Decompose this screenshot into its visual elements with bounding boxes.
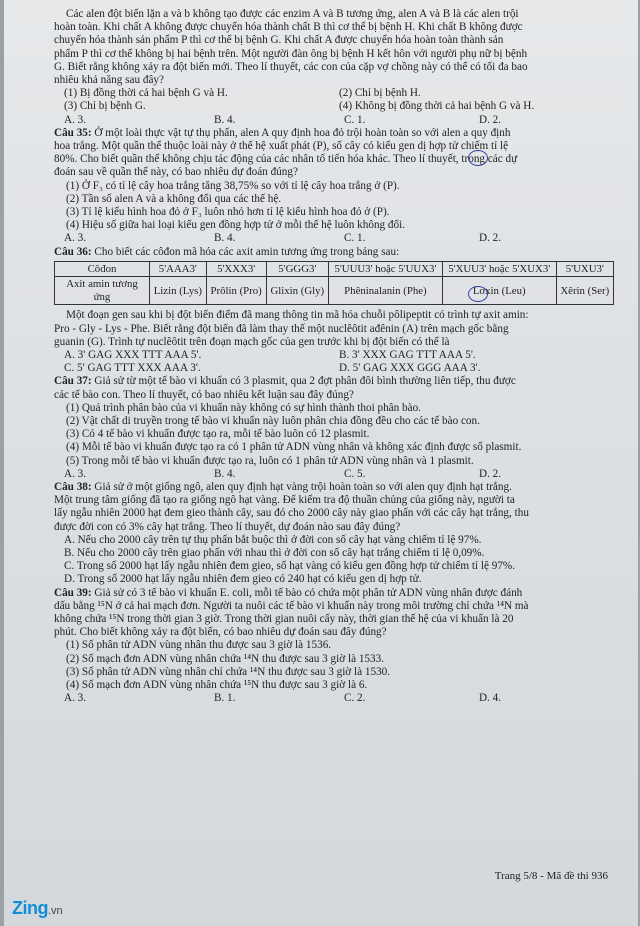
codon-header-cell: 5'XUU3' hoặc 5'XUX3' — [442, 261, 556, 277]
q37-statement: (3) Có 4 tế bào vi khuẩn được tạo ra, mỗi tế bào luôn có 12 plasmit. — [66, 428, 370, 441]
codon-header-cell: 5'XXX3' — [206, 261, 266, 277]
question-38 — [54, 481, 614, 587]
q39-line: dấu bằng ¹⁵N ở cả hai mạch đơn. Người ta nuôi các tế bào vi khuẩn này trong môi trường chỉ chứa ¹⁴N mà — [54, 599, 529, 612]
q34-line: Các alen đột biến lặn a và b không tạo được các enzim A và B tương ứng, alen A và B là các alen trội — [66, 8, 519, 20]
q37-statement: (2) Vật chất di truyền trong tế bào vi khuẩn này luôn phân chia đồng đều cho các tế bào con. — [66, 414, 480, 427]
codon-header-cell: 5'UUU3' hoặc 5'UUX3' — [329, 261, 443, 277]
q38-option-b: B. Nếu cho 2000 cây trên giao phấn với nhau thì ở đời con số cây hạt trắng chiếm tỉ lệ 0,09%. — [64, 547, 485, 560]
q39-option-c: C. 2. — [344, 692, 366, 705]
amino-acid-row-label: Axit amin tương ứng — [55, 277, 150, 305]
amino-acid-cell: Glixin (Gly) — [266, 277, 328, 305]
q39-statement: (3) Số phân tử ADN vùng nhân chỉ chứa ¹⁴N thu được sau 3 giờ là 1530. — [66, 665, 391, 678]
q34-statement-1: (1) Bị đồng thời cả hai bệnh G và H. — [64, 87, 228, 100]
q37-option-a: A. 3. — [64, 467, 87, 480]
q38-label: Câu 38: — [54, 481, 92, 493]
zing-logo: Zing.vn — [12, 898, 63, 918]
codon-header-cell: 5'AAA3' — [150, 261, 207, 277]
q35-line: 80%. Cho biết quần thể không chịu tác động của các nhân tố tiến hóa khác. Theo lí thuyết, trong các dự — [54, 153, 518, 166]
q39-label: Câu 39: — [54, 586, 92, 599]
q39-statement: (4) Số mạch đơn ADN vùng nhân chứa ¹⁵N thu được sau 3 giờ là 6. — [66, 679, 368, 692]
q39-option-a: A. 3. — [64, 692, 87, 705]
question-34 — [54, 8, 614, 127]
q36-option-b: B. 3' XXX GAG TTT AAA 5'. — [339, 348, 476, 361]
page-footer: Trang 5/8 - Mã đề thi 936 — [494, 870, 608, 882]
q35-line: Ở một loài thực vật tự thụ phấn, alen A quy định hoa đỏ trội hoàn toàn so với alen a quy định — [94, 126, 511, 139]
q37-option-b: B. 4. — [214, 467, 236, 480]
answer-circle-mark — [468, 150, 488, 166]
q35-option-d: D. 2. — [479, 232, 502, 245]
codon-header-cell: 5'GGG3' — [266, 261, 328, 277]
q34-line: nhiêu khả năng sau đây? — [54, 74, 164, 87]
q36-option-d: D. 5' GAG XXX GGG AAA 3'. — [339, 362, 481, 375]
q34-line: phẩm P thì cơ thể không bị hai bệnh trên. Một người đàn ông bị bệnh H kết hôn với người phụ nữ bị bệnh — [54, 47, 528, 60]
q39-statement: (2) Số mạch đơn ADN vùng nhân chứa ¹⁴N thu được sau 3 giờ là 1533. — [66, 652, 385, 665]
question-37 — [54, 375, 614, 481]
q39-statement: (1) Số phân tử ADN vùng nhân thu được sau 3 giờ là 1536. — [66, 639, 332, 652]
codon-table — [54, 261, 614, 306]
q37-option-c: C. 5. — [344, 467, 366, 480]
question-35 — [54, 127, 614, 246]
codon-header-cell: 5'UXU3' — [556, 261, 613, 277]
amino-acid-cell: Lizin (Lys) — [150, 277, 207, 305]
q35-line: hoa trắng. Một quần thể thuộc loài này ở thế hệ xuất phát (P), số cây có kiểu gen dị hợp tử chiếm tỉ lệ — [54, 140, 509, 153]
q36-line: guanin (G). Trình tự nuclêôtit trên đoạn mạch gốc của gen trước khi bị đột biến có thể là — [54, 335, 450, 348]
q37-line: các tế bào con. Theo lí thuyết, có bao nhiêu kết luận sau đây đúng? — [54, 388, 354, 401]
amino-acid-cell: Xêrin (Ser) — [556, 277, 613, 305]
amino-acid-cell: Prôlin (Pro) — [206, 277, 266, 305]
q37-option-d: D. 2. — [479, 467, 502, 480]
q39-line: Giả sử có 3 tế bào vi khuẩn E. coli, mỗi tế bào có chứa một phân tử ADN vùng nhân được đánh — [94, 586, 523, 599]
q35-statement: (4) Hiệu số giữa hai loại kiểu gen đồng hợp tử ở mỗi thế hệ luôn không đổi. — [66, 219, 406, 232]
codon-header-cell: Côđon — [55, 261, 150, 277]
q36-line: Một đoạn gen sau khi bị đột biến điểm đã mang thông tin mã hóa chuỗi pôlipeptit có trình tự axit amin: — [66, 309, 529, 322]
q38-option-c: C. Trong số 2000 hạt lấy ngẫu nhiên đem gieo, số hạt vàng có kiểu gen đồng hợp tử chiếm tỉ lệ 97%. — [64, 560, 516, 573]
q34-option-b: B. 4. — [214, 113, 236, 126]
q35-option-a: A. 3. — [64, 232, 87, 245]
q38-option-d: D. Trong số 2000 hạt lấy ngẫu nhiên đem gieo có 240 hạt có kiểu gen dị hợp tử. — [64, 573, 422, 586]
q38-line: Giả sử ở một giống ngô, alen quy định hạt vàng trội hoàn toàn so với alen quy định hạt trắng. — [94, 481, 512, 493]
q39-option-d: D. 4. — [479, 692, 502, 705]
q34-option-a: A. 3. — [64, 113, 87, 126]
q34-statement-3: (3) Chỉ bị bệnh G. — [64, 100, 146, 113]
q35-option-c: C. 1. — [344, 232, 366, 245]
q38-line: Một trung tâm giống đã tạo ra giống ngô hạt vàng. Để kiểm tra độ thuần chủng của giống này, người ta — [54, 494, 515, 507]
q37-statement: (1) Quá trình phân bào của vi khuẩn này không có sự hình thành thoi phân bào. — [66, 401, 421, 414]
exam-content — [54, 8, 614, 705]
q34-statement-2: (2) Chỉ bị bệnh H. — [339, 87, 421, 100]
q39-line: phút. Cho biết không xảy ra đột biến, có bao nhiêu dự đoán sau đây đúng? — [54, 626, 387, 639]
question-39 — [54, 587, 614, 706]
amino-acid-cell: Phêninalanin (Phe) — [329, 277, 443, 305]
q37-label: Câu 37: — [54, 375, 92, 388]
amino-acid-cell: Lơxin (Leu) — [442, 277, 556, 305]
q34-line: chuyển hóa thành sản phẩm P thì cơ thể bị bệnh G. Khi chất A được chuyển hóa hoàn toàn thành sản — [54, 34, 504, 47]
q34-line: hoàn toàn. Khi chất A không được chuyển hóa thành chất B thì cơ thể bị bệnh H. Khi chất B không được — [54, 21, 523, 34]
exam-page — [4, 0, 638, 926]
q39-option-b: B. 1. — [214, 692, 236, 705]
q34-statement-4: (4) Không bị đồng thời cả hai bệnh G và H. — [339, 100, 535, 113]
q36-option-a: A. 3' GAG XXX TTT AAA 5'. — [64, 348, 202, 361]
q34-line: G. Biết rằng không xảy ra đột biến mới. Theo lí thuyết, các con của cặp vợ chồng này có thể có tối đa bao — [54, 60, 528, 73]
q37-statement: (4) Mỗi tế bào vi khuẩn được tạo ra có 1 phân tử ADN vùng nhân và không xác định được số plasmit. — [66, 441, 522, 454]
q37-statement: (5) Trong mỗi tế bào vi khuẩn được tạo ra, luôn có 1 phân tử ADN vùng nhân và 1 plasmit. — [66, 454, 474, 467]
q36-intro: Cho biết các côđon mã hóa các axit amin tương ứng trong bảng sau: — [94, 245, 400, 258]
q35-label: Câu 35: — [54, 126, 92, 139]
q34-option-d: D. 2. — [479, 113, 502, 126]
q36-option-c: C. 5' GAG TTT XXX AAA 3'. — [64, 362, 201, 375]
question-36 — [54, 246, 614, 376]
q35-statement: (2) Tần số alen A và a không đổi qua các thế hệ. — [66, 192, 282, 205]
q37-line: Giả sử từ một tế bào vi khuẩn có 3 plasmit, qua 2 đợt phân đôi bình thường liên tiếp, thu được — [94, 375, 516, 388]
q36-label: Câu 36: — [54, 245, 92, 258]
q38-option-a: A. Nếu cho 2000 cây trên tự thụ phấn bắt buộc thì ở đời con số cây hạt vàng chiếm tỉ lệ 97%. — [64, 533, 482, 546]
q35-line: đoán sau về quần thể này, có bao nhiêu dự đoán đúng? — [54, 166, 298, 179]
q35-option-b: B. 4. — [214, 232, 236, 245]
q38-line: được đời con có 3% cây hạt trắng. Theo lí thuyết, dự đoán nào sau đây đúng? — [54, 520, 401, 533]
q35-statement: (3) Tỉ lệ kiểu hình hoa đỏ ở F₃ luôn nhỏ hơn tỉ lệ kiểu hình hoa đỏ ở (P). — [66, 206, 390, 219]
answer-circle-mark — [468, 286, 488, 302]
q34-option-c: C. 1. — [344, 113, 366, 126]
q38-line: lấy ngẫu nhiên 2000 hạt đem gieo thành cây, sau đó cho 2000 cây này giao phấn với các cây hạt trắng, thu — [54, 507, 529, 520]
q35-statement: (1) Ở F₃ có tỉ lệ cây hoa trắng tăng 38,75% so với tỉ lệ cây hoa trắng ở (P). — [66, 179, 400, 192]
q39-line: không chứa ¹⁵N trong thời gian 3 giờ. Trong thời gian nuôi cấy này, thời gian thế hệ của vi khuẩn là 20 — [54, 613, 514, 626]
q36-line: Pro - Gly - Lys - Phe. Biết rằng đột biến đã làm thay thế một nuclêôtit ađênin (A) trên mạch gốc bằng — [54, 322, 509, 335]
